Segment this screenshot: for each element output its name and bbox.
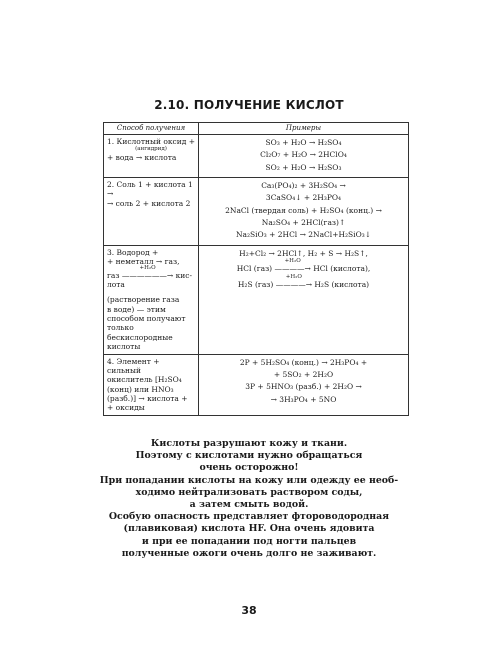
method-word: кис- [175,270,192,280]
method-line: (разб.)] → кислота + [107,394,188,403]
safety-note [0,438,498,560]
table-row [104,134,409,177]
method-line: кислоты [107,342,141,352]
equation-part: HCl (кислота), [313,264,371,274]
method-line: 1. Кислотный оксид + [107,136,196,146]
equation: + 5SO₂ + 2H₂O [273,369,334,379]
method-cell [104,245,199,354]
examples-cell [199,134,409,177]
note-line: а затем смыть водой. [189,499,309,511]
note-line: ходимо нейтрализовать раствором соды, [135,486,363,498]
method-cell [104,177,199,245]
equation: 3CaSO₄↓ + 2H₃PO₄ [265,193,342,203]
arrow-label: +H₂O [285,273,302,280]
method-line: только бескислородные [107,323,173,342]
equation: 2P + 5H₂SO₄ (конц.) → 2H₃PO₄ + [239,357,368,367]
equation: H₂+Cl₂ → 2HCl↑, H₂ + S → H₂S↑, [239,248,368,258]
examples-cell [199,354,409,415]
method-line: (конц) или HNO₃ [107,384,174,394]
table-row [104,177,409,245]
arrow-label: +H₂O [284,258,301,265]
section-title: 2.10. ПОЛУЧЕНИЕ КИСЛОТ [154,98,344,112]
long-arrow-icon: ————→ [275,279,312,289]
equation-with-arrow [202,258,405,274]
equation: SO₂ + H₂O → H₂SO₃ [265,162,342,172]
equation: Na₂SiO₃ + 2HCl → 2NaCl+H₂SiO₃↓ [235,230,372,240]
note-line: Поэтому с кислотами нужно обращаться [135,450,363,462]
method-line: → соль 2 + кислота 2 [107,198,191,208]
table-row [104,354,409,415]
method-note: (ангидрид) [135,146,167,153]
method-line: (растворение газа [107,295,180,305]
method-line: + неметалл → газ, [107,257,180,267]
note-line: Кислоты разрушают кожу и ткани. [150,438,348,449]
note-line: (плавиковая) кислота HF. Она очень ядовита [123,523,375,535]
method-cell [104,354,199,415]
equation: 3P + 5HNO₃ (разб.) + 2H₂O → [245,382,362,392]
long-arrow-icon: ——————→ [121,270,174,280]
method-line: лота [107,279,125,289]
method-line: окислитель [H₂SO₄ [107,375,182,385]
column-header-method: Способ получения [104,123,199,135]
method-line-with-arrow [107,264,195,280]
equation-part: H₂S (газ) [237,279,274,289]
note-line: При попадании кислоты на кожу или одежду ее необ- [99,474,399,486]
examples-cell [199,245,409,354]
arrow-label: +H₂O [139,264,156,271]
equation-part: H₂S (кислота) [314,279,370,289]
reaction-arrow [121,264,174,280]
equation: SO₃ + H₂O → H₂SO₄ [265,137,342,147]
examples-cell [199,177,409,245]
method-line: 4. Элемент + сильный [107,356,160,375]
equation: → 3H₃PO₄ + 5NO [270,394,337,404]
equation-with-arrow [202,273,405,289]
note-line: полученные ожоги очень долго не заживают. [121,547,377,559]
method-line: способом получают [107,314,186,323]
equation-part: HCl (газ) [236,264,273,274]
method-line: 2. Соль 1 + кислота 1 → [107,179,193,199]
method-line: + оксиды [107,403,145,413]
method-word: газ [107,270,120,280]
equation: 2NaCl (твердая соль) + H₂SO₄ (конц.) → [225,205,382,215]
table-header-row [104,123,409,135]
acid-methods-table [103,122,409,416]
long-arrow-icon: ————→ [274,264,311,274]
method-line: в воде) — этим [107,304,166,314]
column-header-examples: Примеры [199,123,409,135]
page-number: 38 [241,604,257,617]
note-line: и при ее попадании под ногти пальцев [141,535,357,547]
note-line: Особую опасность представляет фтороводородная [108,511,390,523]
note-line: очень осторожно! [199,462,299,474]
table-row [104,245,409,354]
equation: Cl₂O₇ + H₂O → 2HClO₄ [260,150,347,160]
equation: Ca₃(PO₄)₂ + 3H₂SO₄ → [261,180,346,190]
method-cell [104,134,199,177]
reaction-arrow [274,258,311,274]
reaction-arrow [275,273,312,289]
method-line: 3. Водород + [107,247,159,257]
method-line: + вода → кислота [107,153,177,162]
equation: Na₂SO₄ + 2HCl(газ)↑ [261,218,346,227]
